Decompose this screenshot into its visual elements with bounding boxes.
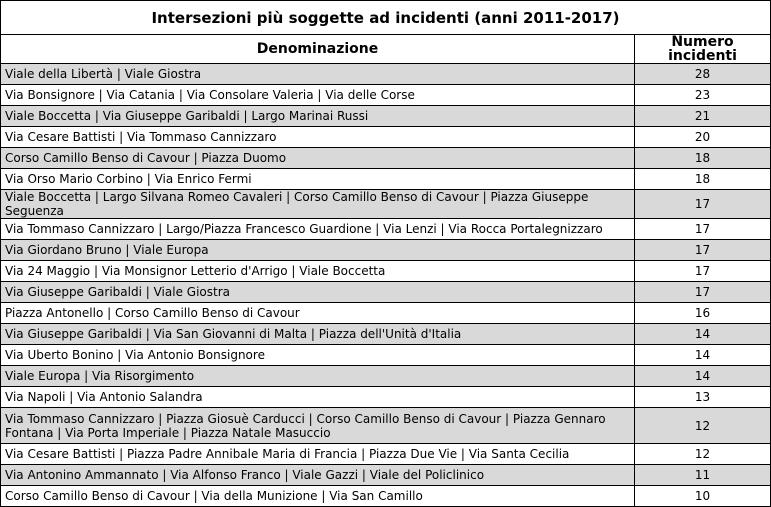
table-row bbox=[1, 240, 771, 261]
table-row bbox=[1, 387, 771, 408]
row-name: Corso Camillo Benso di Cavour | Piazza Duomo bbox=[1, 148, 635, 169]
table-row bbox=[1, 444, 771, 465]
row-count: 17 bbox=[635, 282, 771, 303]
row-count: 17 bbox=[635, 261, 771, 282]
row-count: 14 bbox=[635, 366, 771, 387]
row-name: Viale Boccetta | Via Giuseppe Garibaldi | Largo Marinai Russi bbox=[1, 106, 635, 127]
row-name: Via Cesare Battisti | Via Tommaso Cannizzaro bbox=[1, 127, 635, 148]
row-name: Via Uberto Bonino | Via Antonio Bonsignore bbox=[1, 345, 635, 366]
table-row bbox=[1, 148, 771, 169]
row-name: Via Giuseppe Garibaldi | Viale Giostra bbox=[1, 282, 635, 303]
row-name: Via Tommaso Cannizzaro | Largo/Piazza Francesco Guardione | Via Lenzi | Via Rocca Portalegnizzaro bbox=[1, 219, 635, 240]
header-denominazione: Denominazione bbox=[1, 35, 635, 64]
row-count: 23 bbox=[635, 85, 771, 106]
table-title: Intersezioni più soggette ad incidenti (anni 2011-2017) bbox=[1, 1, 771, 35]
table-row bbox=[1, 282, 771, 303]
row-count: 21 bbox=[635, 106, 771, 127]
row-name: Via Cesare Battisti | Piazza Padre Annibale Maria di Francia | Piazza Due Vie | Via Santa Cecilia bbox=[1, 444, 635, 465]
row-name: Via Tommaso Cannizzaro | Piazza Giosuè Carducci | Corso Camillo Benso di Cavour | Piazza Gennaro Fontana | Via Porta Imperiale | Piazza Natale Masuccio bbox=[1, 408, 635, 444]
row-name: Via Giuseppe Garibaldi | Via San Giovanni di Malta | Piazza dell'Unità d'Italia bbox=[1, 324, 635, 345]
row-name: Via Antonino Ammannato | Via Alfonso Franco | Viale Gazzi | Viale del Policlinico bbox=[1, 465, 635, 486]
row-count: 18 bbox=[635, 148, 771, 169]
row-name: Viale Boccetta | Largo Silvana Romeo Cavaleri | Corso Camillo Benso di Cavour | Piazza Giuseppe Seguenza bbox=[1, 190, 635, 219]
table-row bbox=[1, 486, 771, 507]
table-row bbox=[1, 64, 771, 85]
row-name: Viale della Libertà | Viale Giostra bbox=[1, 64, 635, 85]
table-row bbox=[1, 324, 771, 345]
row-count: 28 bbox=[635, 64, 771, 85]
table-row bbox=[1, 261, 771, 282]
table-row bbox=[1, 127, 771, 148]
row-name: Via Orso Mario Corbino | Via Enrico Fermi bbox=[1, 169, 635, 190]
row-name: Piazza Antonello | Corso Camillo Benso di Cavour bbox=[1, 303, 635, 324]
table-row bbox=[1, 345, 771, 366]
row-count: 12 bbox=[635, 444, 771, 465]
row-name: Via Napoli | Via Antonio Salandra bbox=[1, 387, 635, 408]
header-numero-incidenti: Numero incidenti bbox=[635, 35, 771, 64]
row-count: 16 bbox=[635, 303, 771, 324]
row-name: Corso Camillo Benso di Cavour | Via della Munizione | Via San Camillo bbox=[1, 486, 635, 507]
table-row bbox=[1, 408, 771, 444]
row-name: Via Bonsignore | Via Catania | Via Consolare Valeria | Via delle Corse bbox=[1, 85, 635, 106]
row-count: 13 bbox=[635, 387, 771, 408]
row-count: 14 bbox=[635, 345, 771, 366]
table-row bbox=[1, 169, 771, 190]
table-row bbox=[1, 219, 771, 240]
row-count: 17 bbox=[635, 190, 771, 219]
row-name: Via Giordano Bruno | Viale Europa bbox=[1, 240, 635, 261]
table-row bbox=[1, 106, 771, 127]
row-count: 20 bbox=[635, 127, 771, 148]
row-name: Via 24 Maggio | Via Monsignor Letterio d'Arrigo | Viale Boccetta bbox=[1, 261, 635, 282]
row-count: 12 bbox=[635, 408, 771, 444]
table-row bbox=[1, 190, 771, 219]
table-row bbox=[1, 366, 771, 387]
row-count: 11 bbox=[635, 465, 771, 486]
table-row bbox=[1, 465, 771, 486]
table-row bbox=[1, 303, 771, 324]
row-count: 17 bbox=[635, 219, 771, 240]
row-count: 10 bbox=[635, 486, 771, 507]
table-row bbox=[1, 85, 771, 106]
row-count: 17 bbox=[635, 240, 771, 261]
row-name: Viale Europa | Via Risorgimento bbox=[1, 366, 635, 387]
row-count: 18 bbox=[635, 169, 771, 190]
row-count: 14 bbox=[635, 324, 771, 345]
